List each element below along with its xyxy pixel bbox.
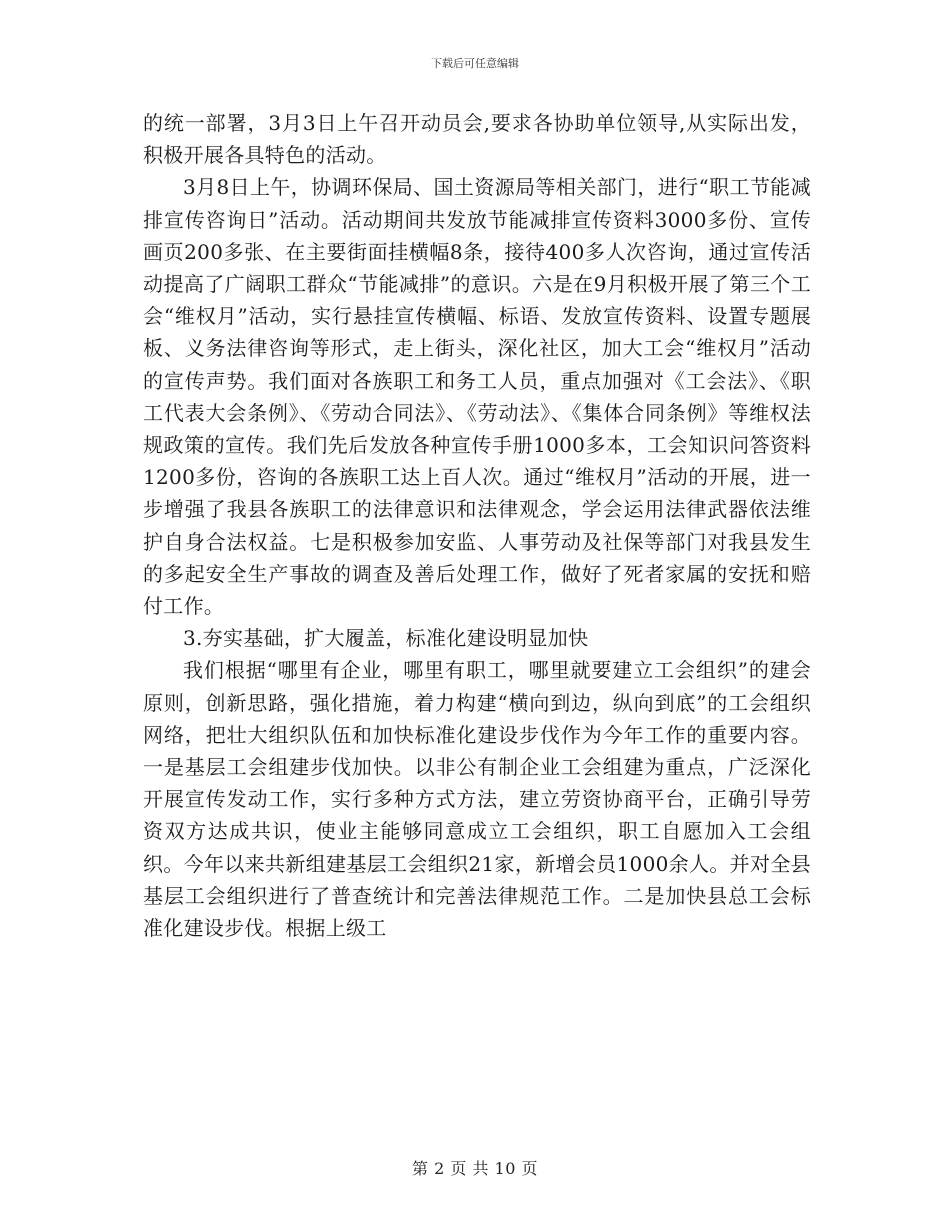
- document-body: [143, 107, 811, 944]
- paragraph-3: 我们根据“哪里有企业，哪里有职工，哪里就要建立工会组织”的建会原则，创新思路，强化措施，着力构建“横向到边，纵向到底”的工会组织网络，把壮大组织队伍和加快标准化建设步伐作为今年工作的重要内容。一是基层工会组建步伐加快。以非公有制企业工会组建为重点，广泛深化开展宣传发动工作，实行多种方式方法，建立劳资协商平台，正确引导劳资双方达成共识，使业主能够同意成立工会组织，职工自愿加入工会组织。今年以来共新组建基层工会组织21家，新增会员1000余人。并对全县基层工会组织进行了普查统计和完善法律规范工作。二是加快县总工会标准化建设步伐。根据上级工: [143, 658, 811, 941]
- paragraph-1: 的统一部署，3月3日上午召开动员会,要求各协助单位领导,从实际出发，积极开展各具特色的活动。: [143, 111, 811, 168]
- page-footer: 第 2 页 共 10 页: [412, 1159, 538, 1178]
- page-header: 下载后可任意编辑: [431, 57, 519, 70]
- paragraph-2: 3月8日上午，协调环保局、国土资源局等相关部门，进行“职工节能减排宣传咨询日”活动。活动期间共发放节能减排宣传资料3000多份、宣传画页200多张、在主要街面挂横幅8条，接待400多人次咨询，通过宣传活动提高了广阔职工群众“节能减排”的意识。六是在9月积极开展了第三个工会“维权月”活动，实行悬挂宣传横幅、标语、发放宣传资料、设置专题展板、义务法律咨询等形式，走上街头，深化社区，加大工会“维权月”活动的宣传声势。我们面对各族职工和务工人员，重点加强对《工会法》、《职工代表大会条例》、《劳动合同法》、《劳动法》、《集体合同条例》等维权法规政策的宣传。我们先后发放各种宣传手册1000多本，工会知识问答资料1200多份，咨询的各族职工达上百人次。通过“维权月”活动的开展，进一步增强了我县各族职工的法律意识和法律观念，学会运用法律武器依法维护自身合法权益。七是积极参加安监、人事劳动及社保等部门对我县发生的多起安全生产事故的调查及善后处理工作，做好了死者家属的安抚和赔付工作。: [143, 175, 811, 619]
- section-heading: 3.夯实基础，扩大履盖，标准化建设明显加快: [183, 626, 589, 651]
